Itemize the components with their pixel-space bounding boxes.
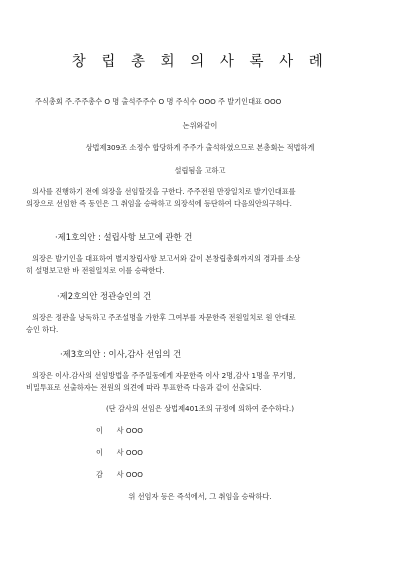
officer-row [96,448,143,458]
intro-line-1: 의사를 진행하기 전에 의장을 선임할것을 구한다. 주주전원 만장일치로 발기인대표를 [32,187,296,196]
agenda-2-line-1: 의장은 정관을 낭독하고 주조설명을 가한후 그여부를 자문한즉 전원일치로 원 안대로 [32,313,296,322]
document-title: 창 립 총 회 의 사 록 사 례 [71,54,329,70]
agenda-3-note: (단 감사의 선임은 상법제401조의 규정에 의하여 준수하다.) [105,404,295,413]
closing-line: 위 선임자 등은 즉석에서, 그 취임을 승락하다. [128,492,272,501]
subtitle-line: 논위와같이 [182,121,218,130]
officer-row [96,426,143,436]
officer-role: 이 사 [96,448,124,457]
agenda-3-line-1: 의장은 이사.감사의 선임방법을 주주일동에게 자문한즉 이사 2명,감사 1명을 무기명, [32,371,296,380]
agenda-2-line-2: 승인 하다. [26,325,59,334]
officer-role: 이 사 [96,426,124,435]
agenda-2-heading: ·제2호의안 정관승인의 건 [57,291,152,301]
agenda-1-paragraph [26,253,381,277]
officer-row [96,470,143,480]
agenda-1-line-1: 의장은 발기인을 대표하여 별지창립사항 보고서와 같이 본창립총회까지의 경과를 소상 [32,254,301,263]
agenda-1-line-2: 히 설명보고한 바 전원일치로 이를 승락한다. [26,266,165,275]
intro-paragraph [26,186,381,210]
statement-line-2: 설립됨을 고하고 [174,166,226,175]
officer-name: OOO [125,426,143,435]
intro-line-2: 의장으로 선임한 즉 동인은 그 취임을 승락하고 의장석에 등단하여 다음의안의구하다. [26,199,292,208]
agenda-2-paragraph [26,312,381,336]
statement-line-1: 상법제309조 소정수 합당하게 주주가 출석하였으므로 본총회는 적법하게 [85,143,315,152]
agenda-3-line-2: 비밀투표로 선출하자는 전원의 의견에 따라 투표한즉 다음과 같이 선출되다. [26,383,262,392]
officer-role: 감 사 [96,470,124,479]
agenda-3-heading: ·제3호의안 : 이사,감사 선임의 건 [60,349,182,359]
officer-name: OOO [125,448,143,457]
officer-name: OOO [125,470,143,479]
agenda-3-paragraph [26,370,381,394]
meta-line: 주식총회 주.주주총수 O 명 출석주주수 O 명 주식수 OOO 주 발기인대표 OOO [35,97,282,106]
agenda-1-heading: ·제1호의안 : 설립사항 보고에 관한 건 [55,232,193,242]
